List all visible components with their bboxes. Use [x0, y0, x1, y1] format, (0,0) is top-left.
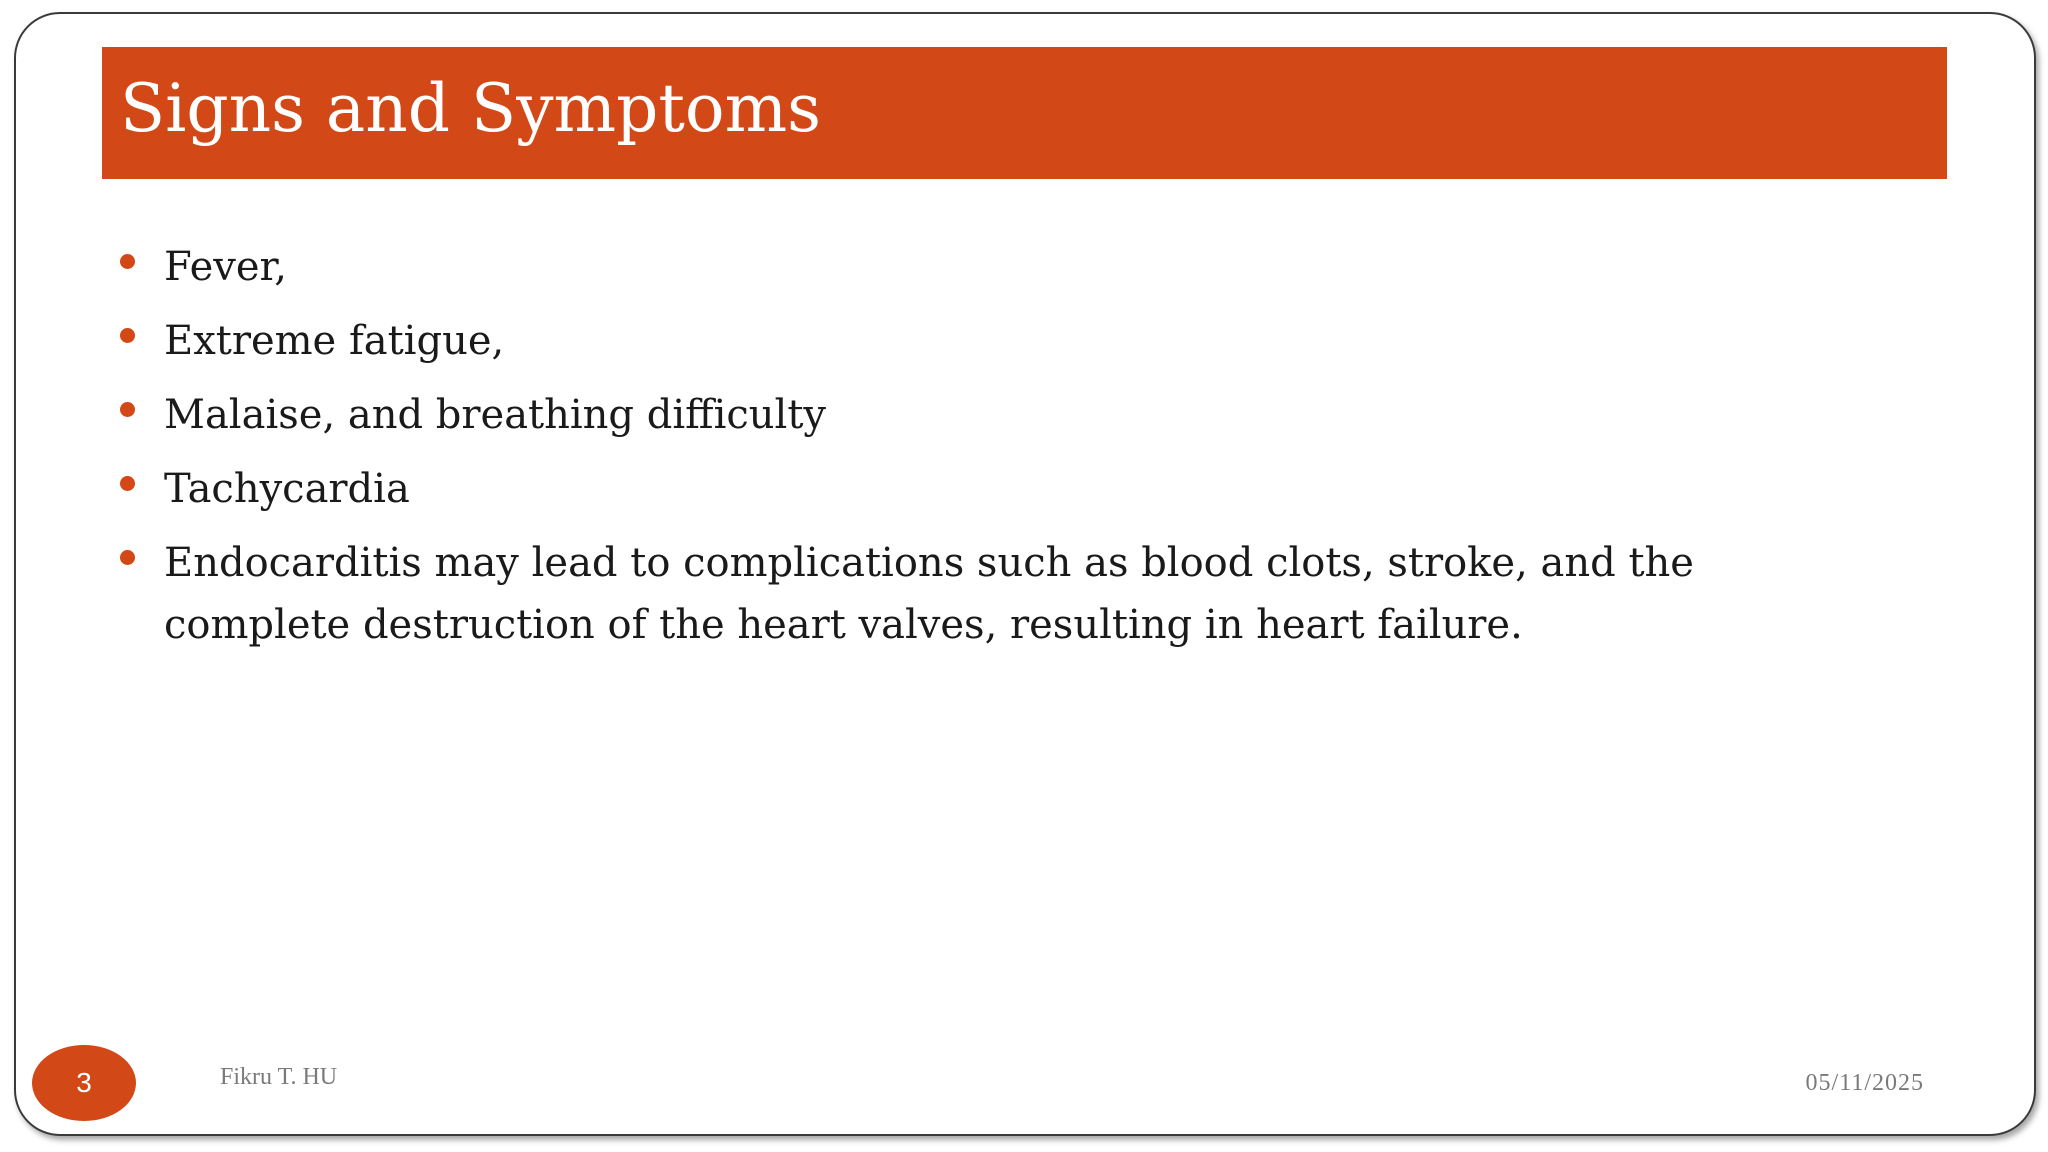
- title-bar: [102, 47, 1947, 179]
- bullet-item-tachycardia: [116, 458, 1816, 520]
- bullet-item-endocarditis: [116, 532, 1816, 656]
- bullet-text: Tachycardia: [164, 466, 410, 512]
- bullet-text: Extreme fatigue,: [164, 318, 505, 364]
- bullet-item-fatigue: [116, 310, 1816, 372]
- bullet-dot-icon: [120, 328, 135, 343]
- bullet-text: Fever,: [164, 244, 287, 290]
- bullet-dot-icon: [120, 254, 135, 269]
- bullet-item-malaise: [116, 384, 1816, 446]
- slide-title: Signs and Symptoms: [120, 70, 822, 147]
- bullet-item-fever: [116, 236, 1816, 298]
- bullet-dot-icon: [120, 402, 135, 417]
- bullet-dot-icon: [120, 550, 135, 565]
- footer-date: 05/11/2025: [1805, 1070, 1924, 1096]
- bullet-list: [116, 236, 1816, 668]
- bullet-text: Malaise, and breathing difficulty: [164, 392, 826, 438]
- footer-author: Fikru T. HU: [220, 1064, 338, 1090]
- bullet-dot-icon: [120, 476, 135, 491]
- bullet-text: Endocarditis may lead to complications such as blood clots, stroke, and the complete destruction of the heart valves, resulting in heart failure.: [164, 540, 1694, 648]
- page-number-badge: 3: [32, 1045, 136, 1121]
